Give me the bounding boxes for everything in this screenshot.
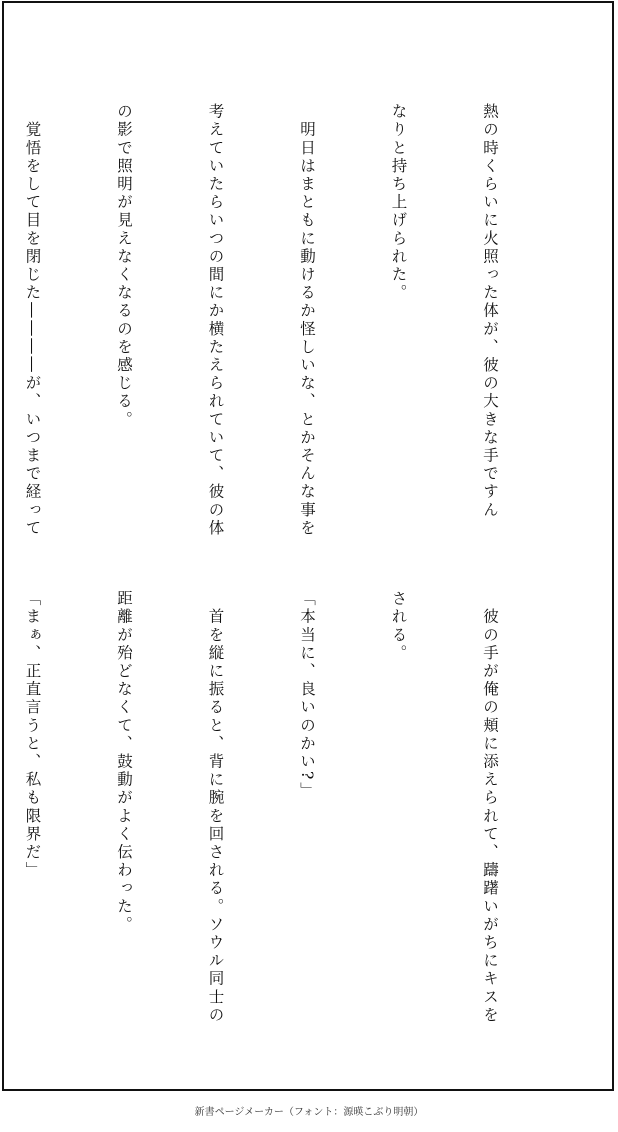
text-line: 彼の手が俺の頬に添えられて、躊躇いがちにキスを <box>481 590 499 1025</box>
text-line: 熱の時くらいに火照った体が、彼の大きな手ですん <box>481 103 499 520</box>
text-line: の影で照明が見えなくなるのを感じる。 <box>115 103 133 429</box>
text-line: 「まぁ、正直言うと、私も限界だ」 <box>23 590 42 880</box>
text-line: される。 <box>389 590 408 663</box>
text-line: 明日はまともに動けるか怪しいな、とかそんな事を <box>298 103 316 538</box>
text-line: 首を縦に振ると、背に腕を回される。ソウル同士の <box>206 590 225 1025</box>
text-line: 覚悟をして目を閉じた――――が、いつまで経って <box>23 103 42 538</box>
story-text-top <box>0 103 566 543</box>
text-line: 「本当に、良いのかい?」 <box>298 590 316 801</box>
story-text-bottom <box>0 590 566 1030</box>
text-line: 考えていたらいつの間にか横たえられていて、彼の体 <box>206 103 225 538</box>
text-line: 距離が殆どなくて、鼓動がよく伝わった。 <box>115 590 133 934</box>
footer-caption: 新書ページメーカー（フォント：源暎こぶり明朝） <box>194 1107 424 1118</box>
page-frame <box>2 1 614 1091</box>
text-line: なりと持ち上げられた。 <box>389 103 408 303</box>
